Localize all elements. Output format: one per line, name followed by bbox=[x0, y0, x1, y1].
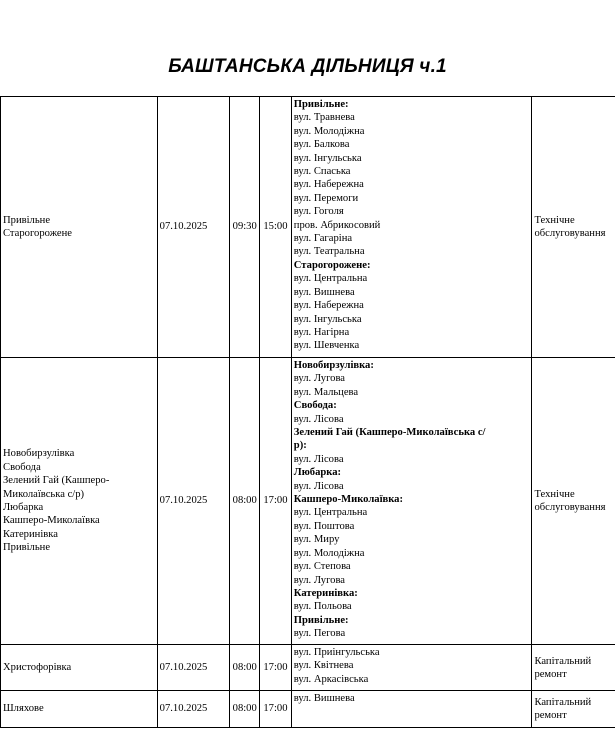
end-time-cell: 15:00 bbox=[260, 97, 292, 358]
page-title: БАШТАНСЬКА ДІЛЬНИЦЯ ч.1 bbox=[168, 56, 447, 77]
table-row bbox=[1, 97, 615, 358]
street-name: вул. Нагірна bbox=[293, 326, 350, 338]
street-name: вул. Поштова bbox=[293, 520, 355, 532]
outage-schedule-table bbox=[0, 96, 615, 728]
table-row bbox=[1, 691, 615, 728]
settlement-name: Старогорожене bbox=[3, 228, 72, 239]
street-name: вул. Перемоги bbox=[293, 192, 359, 204]
streets-cell bbox=[291, 691, 532, 728]
end-time-cell: 17:00 bbox=[260, 691, 292, 728]
date-cell: 07.10.2025 bbox=[157, 691, 230, 728]
street-name: вул. Шевченка bbox=[293, 340, 360, 352]
street-name: вул. Степова bbox=[293, 561, 351, 573]
date-cell: 07.10.2025 bbox=[157, 645, 230, 691]
street-group-heading: Катеринівка: bbox=[293, 587, 358, 599]
work-type-cell bbox=[532, 358, 615, 645]
settlement-name: Привільне bbox=[3, 214, 51, 226]
work-type-text: Технічне bbox=[534, 489, 575, 500]
settlements-cell bbox=[1, 97, 158, 358]
street-name: вул. Миру bbox=[293, 534, 340, 546]
work-type-cell bbox=[532, 691, 615, 728]
street-name: вул. Інгульська bbox=[293, 313, 362, 325]
street-name: вул. Лугова bbox=[293, 373, 346, 385]
street-name: вул. Набережна bbox=[293, 179, 364, 191]
settlement-name: Шляхове bbox=[3, 703, 44, 715]
start-time-cell: 08:00 bbox=[230, 691, 260, 728]
table-row bbox=[1, 358, 615, 645]
street-group-heading: Свобода: bbox=[293, 400, 337, 412]
street-name: вул. Центральна bbox=[293, 273, 368, 285]
settlement-name: Кашперо-Миколаївка bbox=[3, 515, 100, 527]
work-type-text: Технічне bbox=[534, 215, 575, 226]
street-name: вул. Вишнева bbox=[293, 286, 355, 298]
work-type-text: обслуговування bbox=[534, 502, 606, 513]
settlement-name: Свобода bbox=[3, 461, 41, 473]
work-type-text: Капітальний bbox=[534, 655, 592, 667]
street-group-heading: Привільне: bbox=[293, 614, 349, 626]
work-type-text: обслуговування bbox=[534, 228, 606, 239]
streets-cell bbox=[291, 645, 532, 691]
work-type-cell bbox=[532, 645, 615, 691]
table-row bbox=[1, 645, 615, 691]
street-name: пров. Абрикосовий bbox=[293, 219, 381, 231]
end-time-cell: 17:00 bbox=[260, 358, 292, 645]
settlements-cell bbox=[1, 691, 158, 728]
street-group-heading: Кашперо-Миколаївка: bbox=[293, 494, 403, 506]
street-group-heading: Любарка: bbox=[293, 467, 342, 479]
street-name: вул. Молодіжна bbox=[293, 125, 365, 137]
settlement-name: Привільне bbox=[3, 542, 51, 554]
street-group-heading: Зелений Гай (Кашперо-Миколаївська с/ bbox=[293, 427, 486, 439]
street-name: вул. Лугова bbox=[293, 574, 346, 586]
street-name: вул. Вишнева bbox=[293, 693, 355, 704]
street-group-heading: р): bbox=[293, 440, 307, 452]
street-name: вул. Лісова bbox=[293, 453, 344, 465]
street-name: вул. Набережна bbox=[293, 300, 364, 312]
street-name: вул. Польова bbox=[293, 601, 352, 613]
date-cell: 07.10.2025 bbox=[157, 97, 230, 358]
start-time-cell: 08:00 bbox=[230, 358, 260, 645]
settlements-cell bbox=[1, 358, 158, 645]
settlement-name: Зелений Гай (Кашперо- bbox=[3, 475, 110, 487]
street-name: вул. Гоголя bbox=[293, 206, 344, 218]
street-name: вул. Театральна bbox=[293, 246, 365, 258]
street-name: вул. Інгульська bbox=[293, 152, 362, 164]
schedule-body bbox=[1, 97, 615, 728]
street-name: вул. Аркасівська bbox=[293, 673, 369, 685]
street-name: вул. Лісова bbox=[293, 480, 344, 492]
date-cell: 07.10.2025 bbox=[157, 358, 230, 645]
work-type-cell bbox=[532, 97, 615, 358]
settlements-cell bbox=[1, 645, 158, 691]
street-name: вул. Гагаріна bbox=[293, 233, 353, 245]
street-name: вул. Молодіжна bbox=[293, 547, 365, 559]
settlement-name: Новобирзулівка bbox=[3, 448, 75, 460]
settlement-name: Катеринівка bbox=[3, 528, 58, 540]
start-time-cell: 08:00 bbox=[230, 645, 260, 691]
street-group-heading: Старогорожене: bbox=[293, 259, 371, 271]
streets-cell bbox=[291, 97, 532, 358]
work-type-text: Капітальний bbox=[534, 697, 592, 708]
work-type-text: ремонт bbox=[534, 668, 567, 680]
street-name: вул. Спаська bbox=[293, 166, 351, 178]
end-time-cell: 17:00 bbox=[260, 645, 292, 691]
settlement-name: Христофорівка bbox=[3, 661, 72, 673]
street-name: вул. Лісова bbox=[293, 413, 344, 425]
street-name: вул. Центральна bbox=[293, 507, 368, 519]
settlement-name: Миколаївська с/р) bbox=[3, 488, 85, 500]
start-time-cell: 09:30 bbox=[230, 97, 260, 358]
street-name: вул. Квітнева bbox=[293, 660, 354, 672]
street-name: вул. Травнева bbox=[293, 112, 355, 124]
street-group-heading: Привільне: bbox=[293, 99, 349, 110]
street-name: вул. Балкова bbox=[293, 139, 350, 151]
street-name: вул. Пегова bbox=[293, 628, 346, 640]
streets-cell bbox=[291, 358, 532, 645]
settlement-name: Любарка bbox=[3, 502, 44, 513]
work-type-text: ремонт bbox=[534, 710, 567, 721]
street-name: вул. Мальцева bbox=[293, 386, 359, 398]
street-group-heading: Новобирзулівка: bbox=[293, 360, 374, 371]
street-name: вул. Приінгульська bbox=[293, 647, 380, 658]
